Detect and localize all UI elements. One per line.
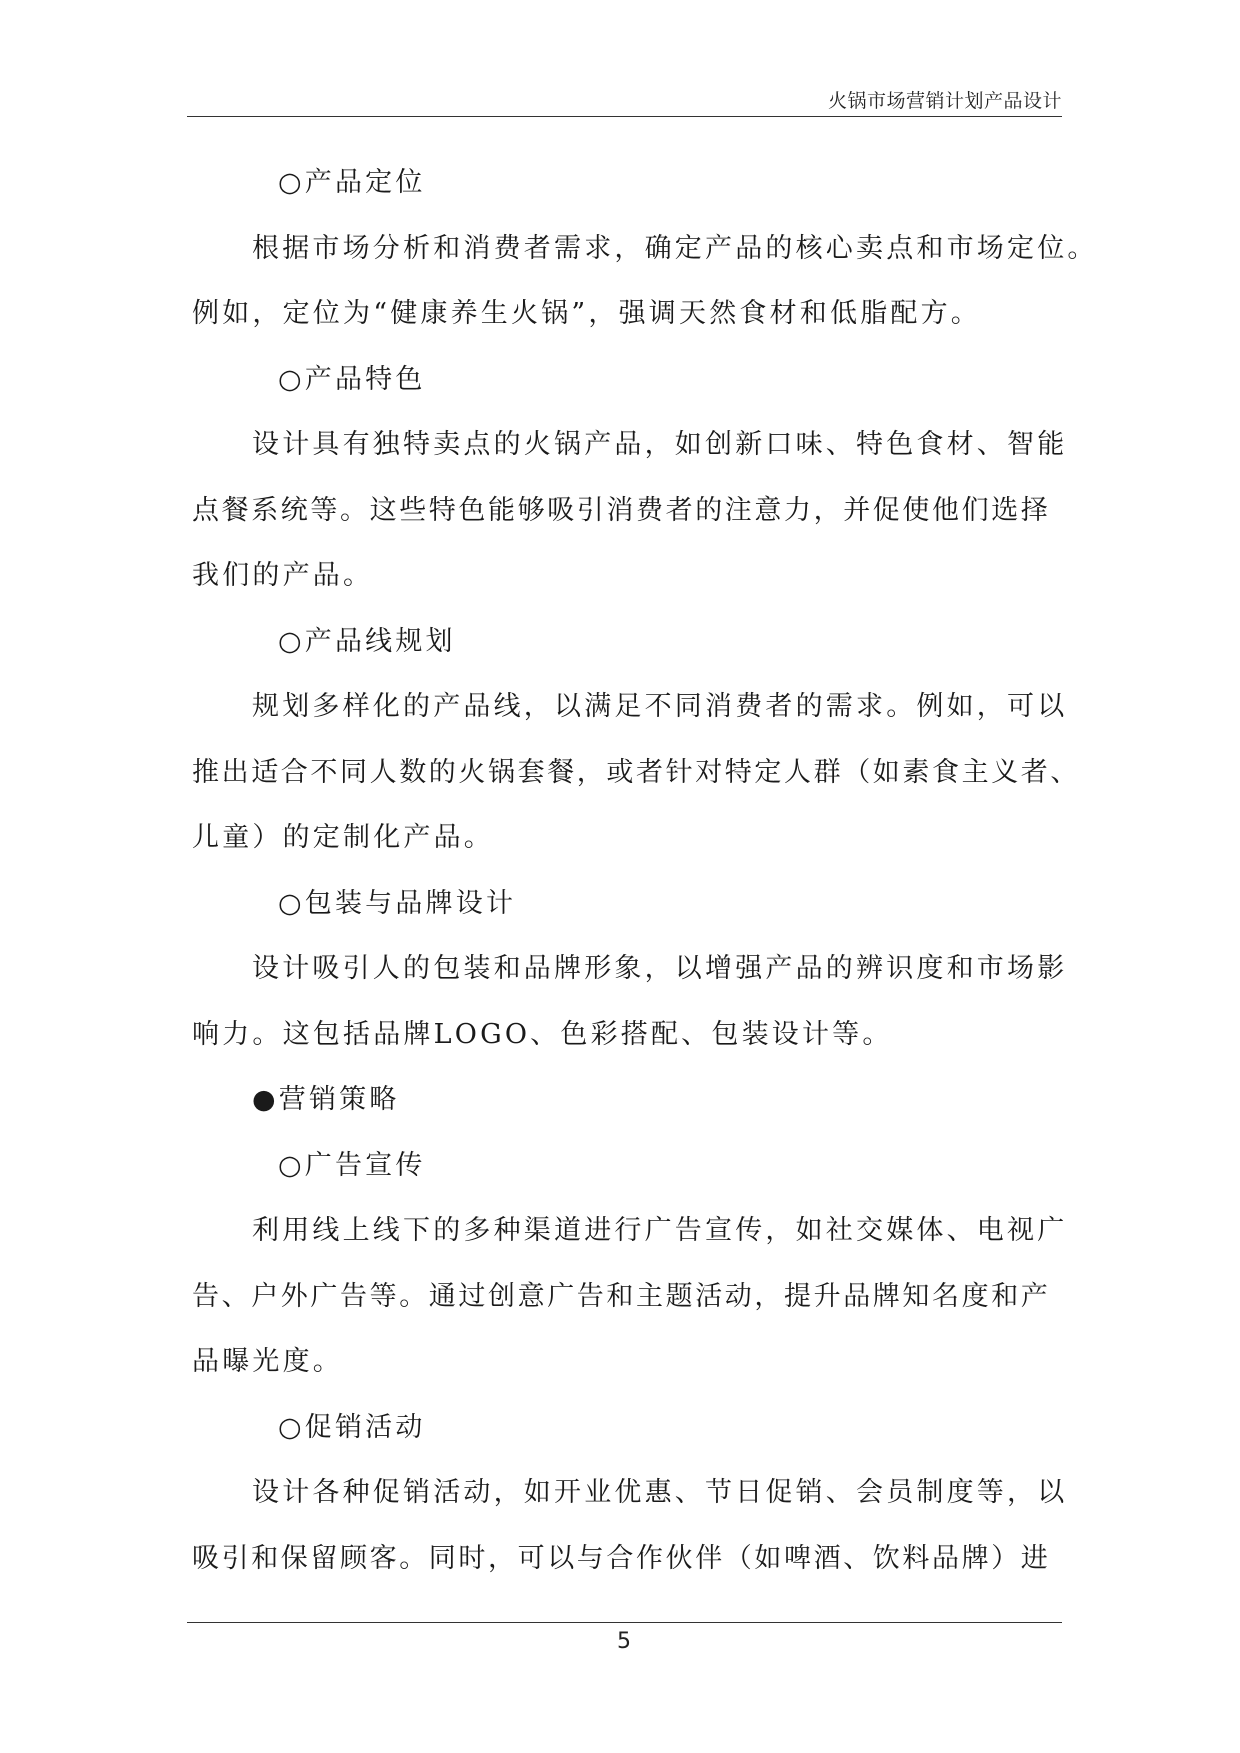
paragraph-line: 利用线上线下的多种渠道进行广告宣传，如社交媒体、电视广 xyxy=(252,1215,1068,1246)
paragraph-line: 设计吸引人的包装和品牌形象，以增强产品的辨识度和市场影 xyxy=(252,953,1068,984)
subheading-promotions: ○促销活动 xyxy=(278,1411,426,1443)
subheading-product-positioning: ○产品定位 xyxy=(278,167,426,198)
paragraph-line: 品曝光度。 xyxy=(192,1346,343,1377)
subheading-product-line-planning: ○产品线规划 xyxy=(278,625,456,657)
paragraph-line: 设计各种促销活动，如开业优惠、节日促销、会员制度等，以 xyxy=(252,1477,1068,1508)
paragraph-line: 我们的产品。 xyxy=(192,560,374,591)
subheading-product-features: ○产品特色 xyxy=(278,363,426,395)
running-header-title: 火锅市场营销计划产品设计 xyxy=(827,90,1062,112)
paragraph-line: 规划多样化的产品线，以满足不同消费者的需求。例如，可以 xyxy=(252,691,1068,722)
paragraph-line: 吸引和保留顾客。同时，可以与合作伙伴（如啤酒、饮料品牌）进 xyxy=(192,1542,1051,1574)
paragraph-line: 点餐系统等。这些特色能够吸引消费者的注意力，并促使他们选择 xyxy=(192,494,1051,526)
paragraph-line: 例如，定位为“健康养生火锅”，强调天然食材和低脂配方。 xyxy=(192,298,982,329)
paragraph-line: 推出适合不同人数的火锅套餐，或者针对特定人群（如素食主义者、 xyxy=(192,756,1080,788)
heading-marketing-strategy: ●营销策略 xyxy=(252,1084,400,1115)
page-number: 5 xyxy=(617,1629,631,1654)
document-body xyxy=(192,158,1098,1599)
paragraph-line: 告、户外广告等。通过创意广告和主题活动，提升品牌知名度和产 xyxy=(192,1280,1051,1312)
header-divider xyxy=(187,116,1062,117)
paragraph-line: 根据市场分析和消费者需求，确定产品的核心卖点和市场定位。 xyxy=(252,232,1098,264)
footer-divider xyxy=(187,1622,1062,1623)
paragraph-line: 响力。这包括品牌LOGO、色彩搭配、包装设计等。 xyxy=(192,1018,893,1050)
paragraph-line: 儿童）的定制化产品。 xyxy=(192,822,494,853)
subheading-packaging-brand-design: ○包装与品牌设计 xyxy=(278,887,517,919)
paragraph-line: 设计具有独特卖点的火锅产品，如创新口味、特色食材、智能 xyxy=(252,429,1068,460)
subheading-advertising: ○广告宣传 xyxy=(278,1149,426,1181)
